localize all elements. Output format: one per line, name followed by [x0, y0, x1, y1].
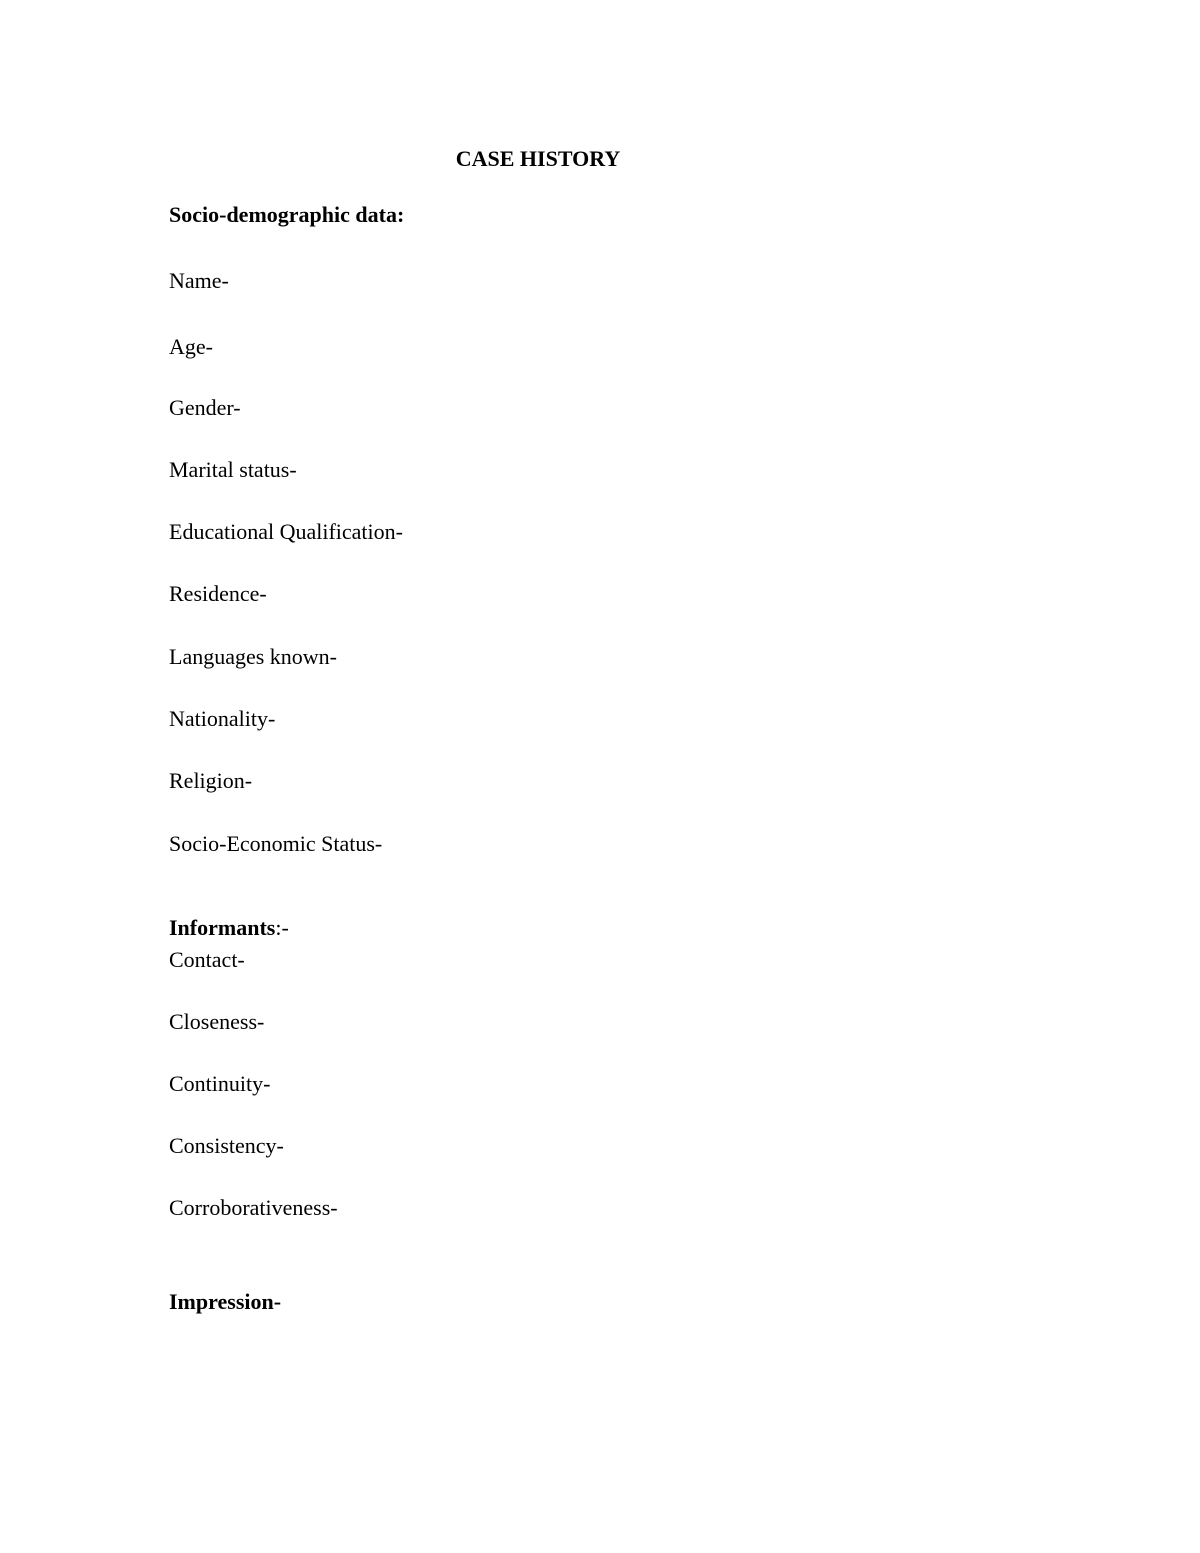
field-corroborativeness: Corroborativeness- [169, 1195, 338, 1220]
field-socio-economic-status: Socio-Economic Status- [169, 831, 383, 856]
field-residence: Residence- [169, 581, 267, 606]
field-languages-known: Languages known- [169, 644, 338, 669]
field-marital-status: Marital status- [169, 457, 297, 482]
field-educational-qualification: Educational Qualification- [169, 519, 403, 544]
informants-heading-text: Informants [169, 915, 276, 940]
field-continuity: Continuity- [169, 1071, 271, 1096]
field-name: Name- [169, 268, 229, 293]
impression-label: Impression- [169, 1289, 282, 1314]
field-closeness: Closeness- [169, 1009, 265, 1034]
field-religion: Religion- [169, 768, 253, 793]
page-title: CASE HISTORY [455, 146, 621, 171]
section-heading-socio-demographic: Socio-demographic data: [169, 202, 405, 227]
field-gender: Gender- [169, 395, 241, 420]
section-heading-informants [169, 915, 289, 941]
field-contact: Contact- [169, 947, 245, 972]
informants-heading-suffix: :- [275, 915, 289, 940]
field-nationality: Nationality- [169, 706, 276, 731]
field-age: Age- [169, 334, 213, 359]
field-consistency: Consistency- [169, 1133, 284, 1158]
